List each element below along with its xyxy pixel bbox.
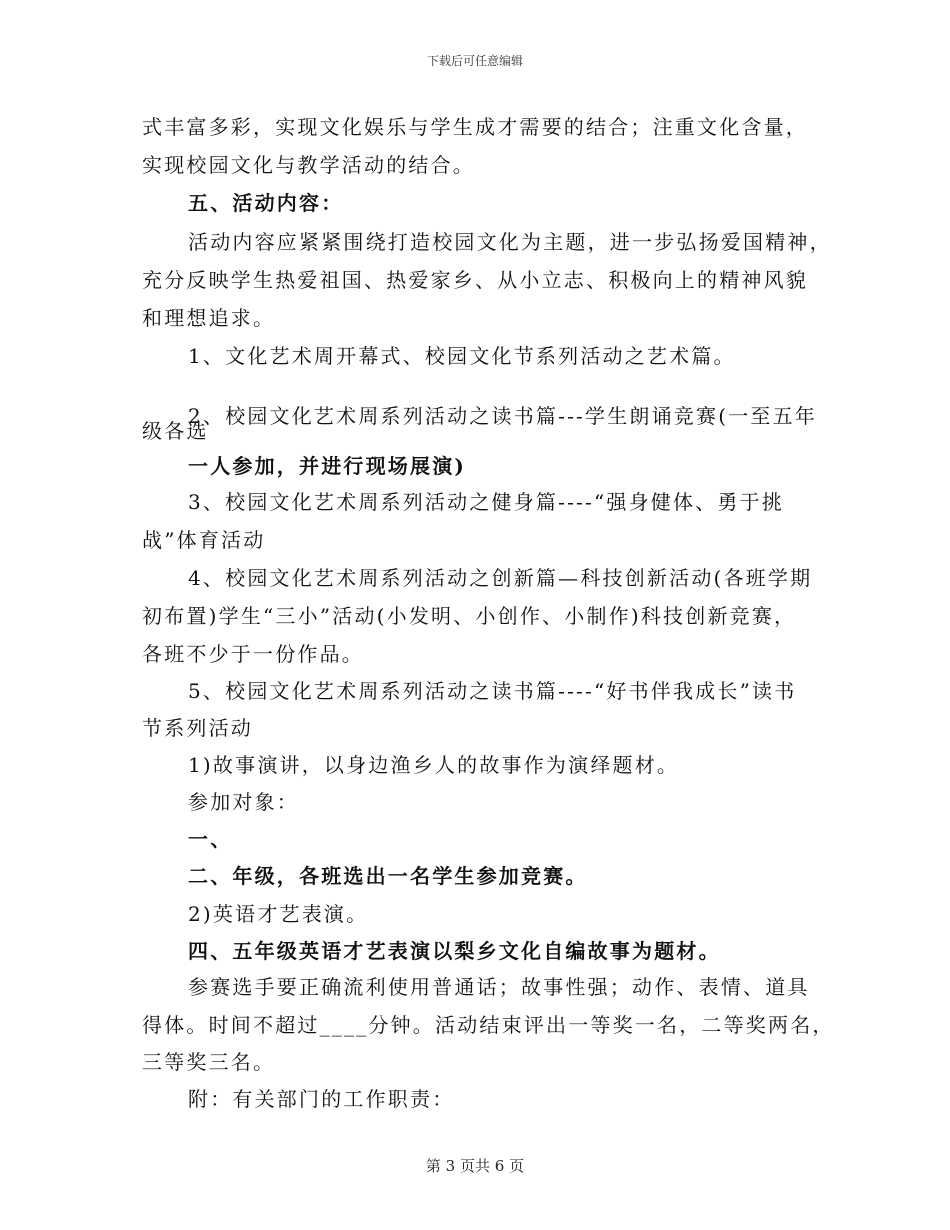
text-line: 一人参加，并进行现场展演) (188, 454, 467, 478)
text-line: 级各选 (142, 419, 209, 443)
text-line: 一、 (188, 827, 233, 851)
page-header: 下载后可任意编辑 (426, 54, 523, 68)
text-line: 得体。时间不超过____分钟。活动结束评出一等奖一名，二等奖两名， (142, 1013, 835, 1037)
text-line: 实现校园文化与教学活动的结合。 (142, 153, 475, 177)
text-line: 4、校园文化艺术周系列活动之创新篇—科技创新活动(各班学期 (188, 566, 813, 590)
text-line: 2、校园文化艺术周系列活动之读书篇---学生朗诵竞赛(一至五年 (188, 404, 818, 428)
text-line: 式丰富多彩，实现文化娱乐与学生成才需要的结合；注重文化含量， (142, 115, 808, 139)
text-line: 活动内容应紧紧围绕打造校园文化为主题，进一步弘扬爱国精神， (188, 230, 832, 254)
text-line: 5、校园文化艺术周系列活动之读书篇----“好书伴我成长”读书 (188, 679, 797, 703)
text-line: 四、五年级英语才艺表演以梨乡文化自编故事为题材。 (188, 939, 721, 963)
text-line: 1)故事演讲，以身边渔乡人的故事作为演绎题材。 (188, 753, 680, 777)
text-line: 参赛选手要正确流利使用普通话；故事性强；动作、表情、道具 (188, 975, 810, 999)
text-line: 五、活动内容： (188, 191, 344, 215)
text-line: 二、年级，各班选出一名学生参加竞赛。 (188, 864, 588, 888)
text-line: 初布置)学生“三小”活动(小发明、小创作、小制作)科技创新竞赛， (142, 604, 797, 628)
text-line: 参加对象： (188, 790, 299, 814)
text-line: 战”体育活动 (142, 528, 266, 552)
text-line: 各班不少于一份作品。 (142, 642, 364, 666)
text-line: 附：有关部门的工作职责： (188, 1087, 455, 1111)
text-line: 三等奖三名。 (142, 1050, 276, 1074)
text-line: 和理想追求。 (142, 306, 276, 330)
text-line: 充分反映学生热爱祖国、热爱家乡、从小立志、积极向上的精神风貌 (142, 268, 808, 292)
text-line: 1、文化艺术周开幕式、校园文化节系列活动之艺术篇。 (188, 344, 736, 368)
text-line: 3、校园文化艺术周系列活动之健身篇----“强身健体、勇于挑 (188, 490, 784, 514)
page-footer: 第 3 页共 6 页 (425, 1157, 525, 1175)
text-line: 2)英语才艺表演。 (188, 902, 369, 926)
text-line: 节系列活动 (142, 716, 253, 740)
